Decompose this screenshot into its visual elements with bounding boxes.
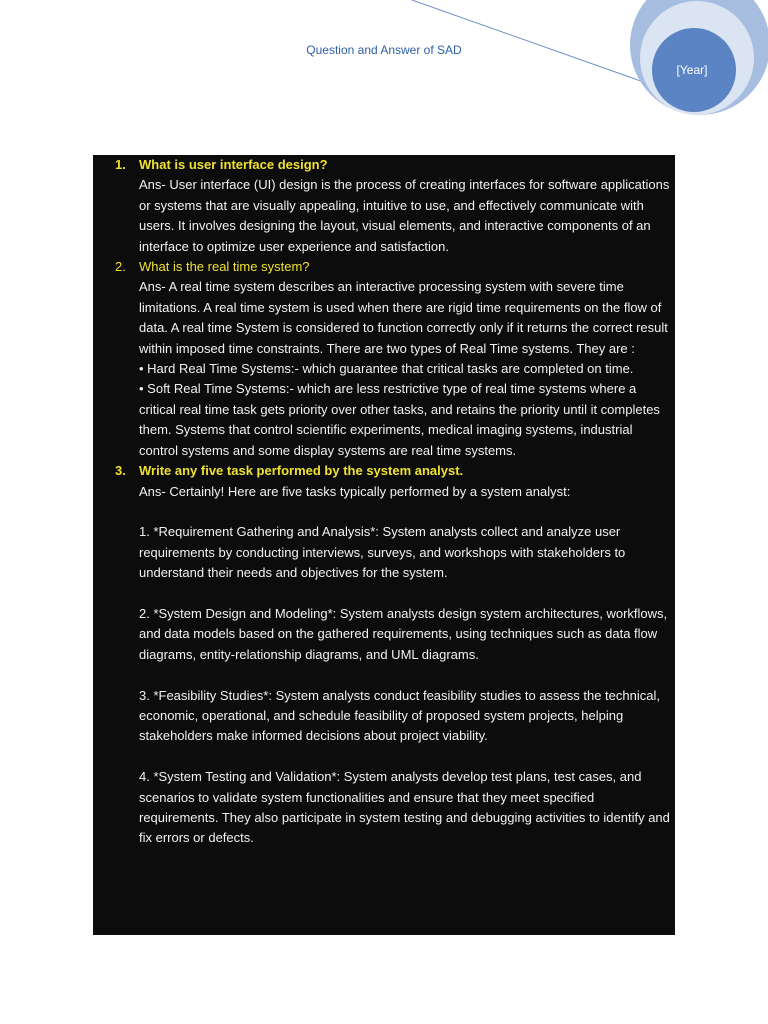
question-text: Write any five task performed by the system analyst. bbox=[139, 463, 464, 479]
task-item-3: 3. *Feasibility Studies*: System analysts conduct feasibility studies to assess the technical, economic, operational, and schedule feasibility of proposed system projects, helping stakeholders make informed decisions about project viability. bbox=[139, 687, 660, 744]
answer-bullet: • Soft Real Time Systems:- which are less restrictive type of real time systems where a critical real time task gets priority over other tasks, and retains the priority until it completes them. Systems that control scientific experiments, medical imaging systems, industrial control systems and some display systems are real time systems. bbox=[139, 381, 660, 458]
header-decoration bbox=[0, 0, 768, 160]
question-number: 1. bbox=[115, 157, 126, 172]
answer-paragraph: Ans- User interface (UI) design is the process of creating interfaces for software applications or systems that are visually appealing, intuitive to use, and effectively communicate with users. It involves designing the layout, visual elements, and interactive components of an interface to optimize user experience and satisfaction. bbox=[139, 177, 670, 254]
question-number: 3. bbox=[115, 463, 126, 479]
question-text: What is the real time system? bbox=[139, 259, 310, 275]
question-number: 2. bbox=[115, 259, 126, 275]
question-1 bbox=[93, 155, 675, 175]
question-3 bbox=[93, 461, 675, 481]
answer-bullet: • Hard Real Time Systems:- which guarantee that critical tasks are completed on time. bbox=[139, 361, 634, 377]
question-2 bbox=[93, 257, 675, 277]
task-item-4: 4. *System Testing and Validation*: System analysts develop test plans, test cases, and scenarios to validate system functionalities and ensure that they meet specified requirements. They also participate in system testing and debugging activities to identify and fix errors or defects. bbox=[139, 769, 670, 846]
qa-content bbox=[93, 155, 675, 849]
year-placeholder: [Year] bbox=[676, 63, 708, 77]
answer-paragraph: Ans- A real time system describes an interactive processing system with severe time limitations. A real time system is used when there are rigid time requirements on the flow of data. A real time System is considered to function correctly only if it returns the correct result within imposed time constraints. There are two types of Real Time systems. They are : bbox=[139, 279, 668, 356]
task-item-1: 1. *Requirement Gathering and Analysis*: System analysts collect and analyze user requirements by conducting interviews, surveys, and workshops with stakeholders to understand their needs and objectives for the system. bbox=[139, 524, 626, 581]
answer-paragraph: Ans- Certainly! Here are five tasks typically performed by a system analyst: bbox=[139, 483, 571, 499]
document-header-title: Question and Answer of SAD bbox=[306, 43, 462, 57]
task-item-2: 2. *System Design and Modeling*: System analysts design system architectures, workflows, and data models based on the gathered requirements, using techniques such as data flow diagrams, entity-relationship diagrams, and UML diagrams. bbox=[139, 605, 668, 662]
question-text: What is user interface design? bbox=[139, 157, 328, 172]
